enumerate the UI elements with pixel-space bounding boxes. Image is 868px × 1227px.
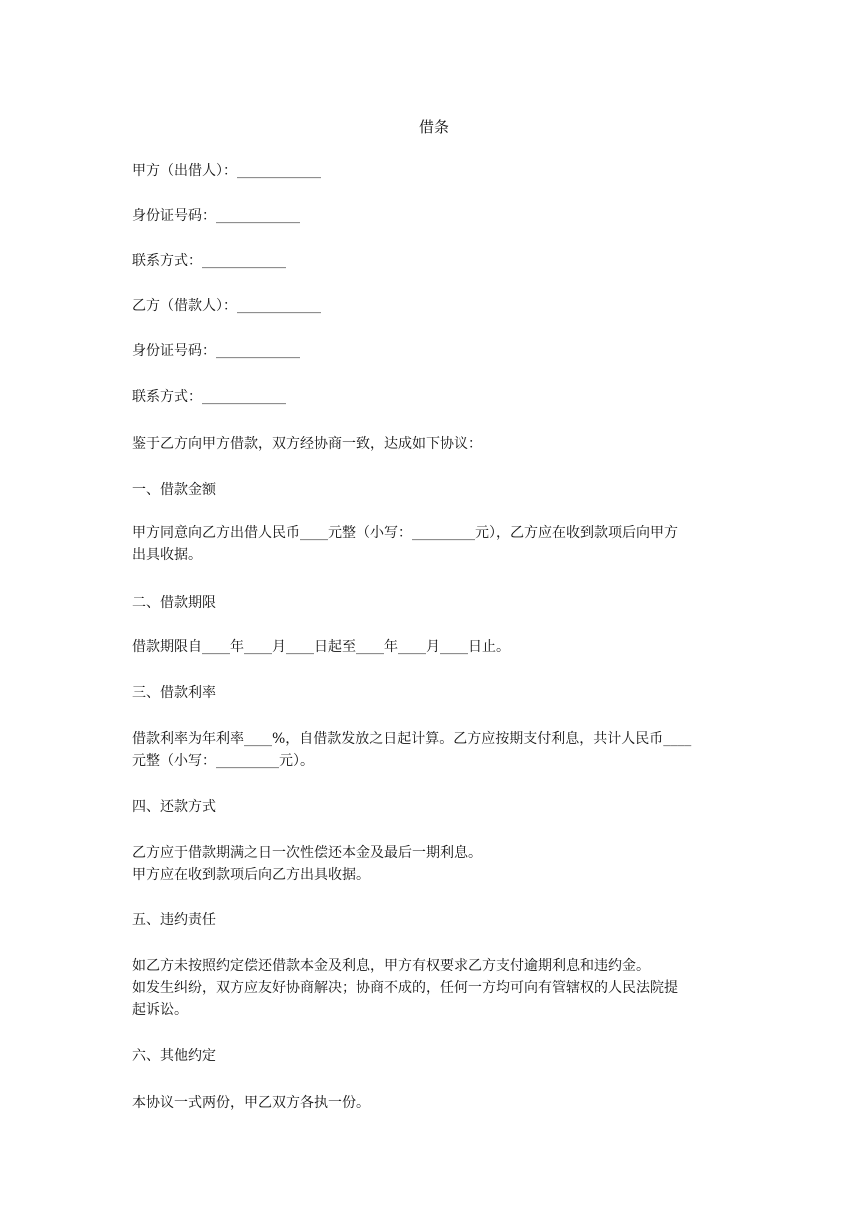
document-title: 借条 — [418, 118, 449, 136]
paragraph-line: 起诉讼。 — [132, 1002, 188, 1018]
section-heading-breach: 五、违约责任 — [132, 912, 216, 928]
lender-contact-line: 联系方式：____________ — [132, 253, 286, 269]
paragraph-line: 出具收据。 — [132, 547, 202, 563]
preamble: 鉴于乙方向甲方借款，双方经协商一致，达成如下协议： — [132, 436, 482, 452]
section-heading-interest: 三、借款利率 — [132, 685, 216, 701]
section-body-breach — [132, 955, 742, 1021]
section-body-term: 借款期限自____年____月____日起至____年____月____日止。 — [132, 639, 510, 655]
paragraph-line: 甲方应在收到款项后向乙方出具收据。 — [132, 867, 370, 883]
paragraph-line: 如发生纠纷，双方应友好协商解决；协商不成的，任何一方均可向有管辖权的人民法院提 — [132, 980, 678, 996]
section-body-amount — [132, 522, 742, 566]
lender-line: 甲方（出借人）：____________ — [132, 163, 321, 179]
section-heading-amount: 一、借款金额 — [132, 482, 216, 498]
section-body-repayment — [132, 842, 742, 886]
section-heading-term: 二、借款期限 — [132, 595, 216, 611]
paragraph-line: 乙方应于借款期满之日一次性偿还本金及最后一期利息。 — [132, 845, 482, 861]
borrower-contact-line: 联系方式：____________ — [132, 389, 286, 405]
borrower-id-line: 身份证号码：____________ — [132, 343, 300, 359]
paragraph-line: 借款利率为年利率____%，自借款发放之日起计算。乙方应按期支付利息，共计人民币____ — [132, 731, 692, 747]
section-body-interest — [132, 728, 742, 772]
paragraph-line: 元整（小写：_________元）。 — [132, 753, 314, 769]
paragraph-line: 甲方同意向乙方出借人民币____元整（小写：_________元），乙方应在收到款项后向甲方 — [132, 525, 678, 541]
borrower-line: 乙方（借款人）：____________ — [132, 298, 321, 314]
paragraph-line: 如乙方未按照约定偿还借款本金及利息，甲方有权要求乙方支付逾期利息和违约金。 — [132, 958, 650, 974]
lender-id-line: 身份证号码：____________ — [132, 208, 300, 224]
section-body-other: 本协议一式两份，甲乙双方各执一份。 — [132, 1095, 370, 1111]
section-heading-other: 六、其他约定 — [132, 1048, 216, 1064]
section-heading-repayment: 四、还款方式 — [132, 799, 216, 815]
